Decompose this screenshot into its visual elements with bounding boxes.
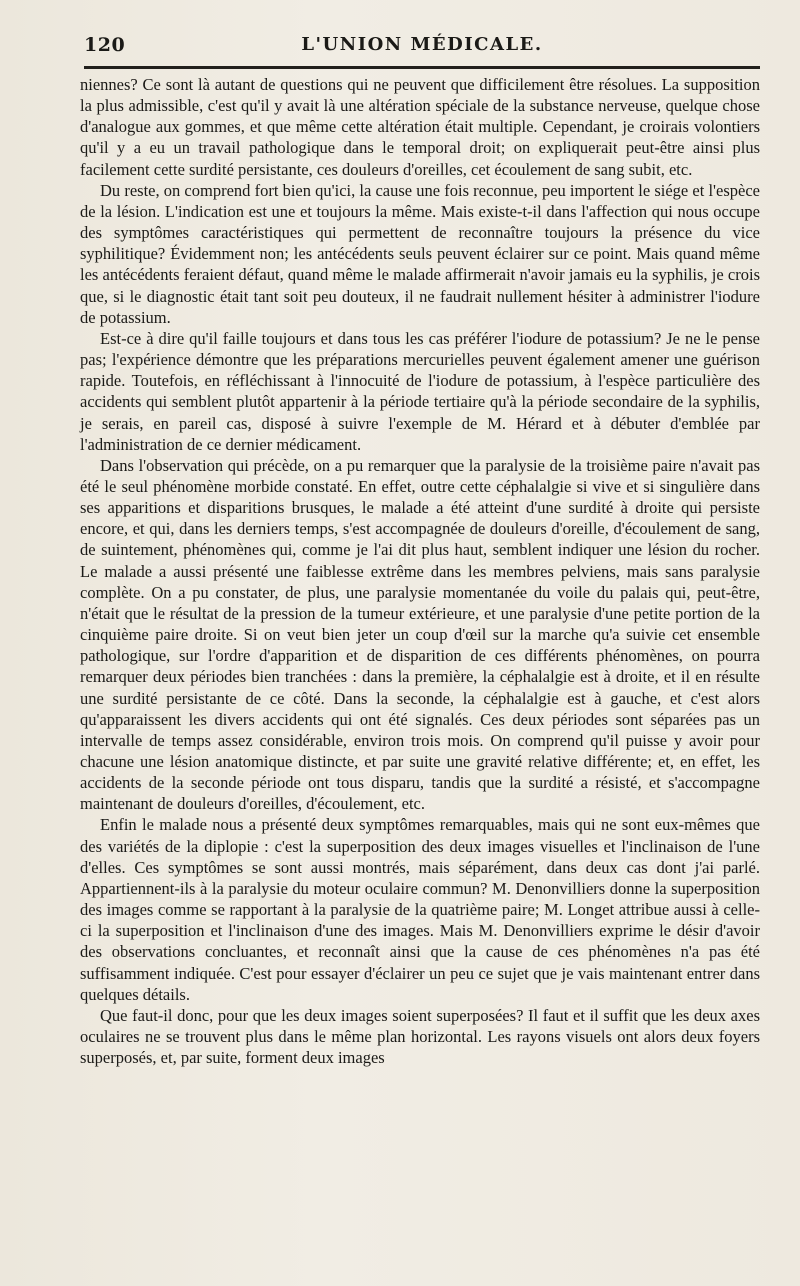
paragraph-3: Est-ce à dire qu'il faille toujours et dans tous les cas préférer l'iodure de potassium? Je ne le pense pas; l'expérience démontre que les préparations mercurielles peuvent également amener une guérison rapide. Toutefois, en réfléchissant à l'innocuité de l'iodure de potassium, à l'espèce particulière des accidents qui semblent plutôt appartenir à la période tertiaire qu'à la période secondaire de la syphilis, je serais, en pareil cas, disposé à suivre l'exemple de M. Hérard et à débuter d'emblée par l'administration de ce dernier médicament. [80, 328, 760, 454]
running-title: L'UNION MÉDICALE. [301, 34, 543, 55]
header-rule [84, 66, 760, 69]
paragraph-1: niennes? Ce sont là autant de questions qui ne peuvent que difficilement être résolues. La supposition la plus admissible, c'est qu'il y avait là une altération spéciale de la substance nerveuse, quelque chose d'analogue aux gommes, et que même cette altération était multiple. Cependant, je croirais volontiers qu'il y a eu un travail pathologique dans le temporal droit; on expliquerait peut-être ainsi plus facilement cette surdité persistante, ces douleurs d'oreilles, cet écoulement de sang subit, etc. [80, 75, 760, 179]
paragraph-6: Que faut-il donc, pour que les deux images soient superposées? Il faut et il suffit que les deux axes oculaires ne se trouvent plus dans le même plan horizontal. Les rayons visuels ont alors deux foyers superposés, et, par suite, forment deux images [80, 1005, 760, 1068]
page-number: 120 [84, 34, 126, 56]
paragraph-5: Enfin le malade nous a présenté deux symptômes remarquables, mais qui ne sont eux-mêmes que des variétés de la diplopie : c'est la superposition des deux images visuelles et l'inclinaison de l'une d'elles. Ces symptômes se sont aussi montrés, mais séparément, dans deux cas dont j'ai parlé. Appartiennent-ils à la paralysie du moteur oculaire commun? M. Denonvilliers donne la superposition des images comme se rapportant à la paralysie de la quatrième paire; M. Longet attribue aussi à celle-ci la superposition et l'inclinaison d'une des images. Mais M. Denonvilliers exprime le désir d'avoir des observations concluantes, et reconnaît ainsi que la cause de ces phénomènes n'a pas été suffisamment indiquée. C'est pour essayer d'éclairer un peu ce sujet que je vais maintenant entrer dans quelques détails. [80, 815, 760, 1004]
body-text [80, 74, 760, 1068]
paragraph-2: Du reste, on comprend fort bien qu'ici, la cause une fois reconnue, peu importent le siége et l'espèce de la lésion. L'indication est une et toujours la même. Mais existe-t-il dans l'affection qui nous occupe des symptômes caractéristiques qui permettent de reconnaître toujours la présence du vice syphilitique? Évidemment non; les antécédents seuls peuvent éclairer sur ce point. Mais quand même les antécédents feraient défaut, quand même le malade affirmerait n'avoir jamais eu la syphilis, je crois que, si le diagnostic était tant soit peu douteux, il ne faudrait nullement hésiter à administrer l'iodure de potassium. [80, 180, 760, 327]
paragraph-4: Dans l'observation qui précède, on a pu remarquer que la paralysie de la troisième paire n'avait pas été le seul phénomène morbide constaté. En effet, outre cette céphalalgie si vive et si singulière dans ses apparitions et disparitions brusques, le malade a été atteint d'une surdité à droite qui persiste encore, et qui, dans les derniers temps, s'est accompagnée de douleurs d'oreille, d'écoulement de sang, de suintement, phénomènes qui, comme je l'ai dit plus haut, semblent indiquer une lésion du rocher. Le malade a aussi présenté une faiblesse extrême dans les membres pelviens, mais sans paralysie complète. On a pu constater, de plus, une paralysie momentanée du voile du palais qui, peut-être, n'était que le résultat de la pression de la tumeur extérieure, et une paralysie d'une petite portion de la cinquième paire droite. Si on veut bien jeter un coup d'œil sur la marche qu'a suivie cet ensemble pathologique, sur l'ordre d'apparition et de disparition de ces différents phénomènes, on pourra remarquer deux périodes bien tranchées : dans la première, la céphalalgie est à droite, et il en résulte une surdité persistante de ce côté. Dans la seconde, la céphalalgie est à gauche, et c'est alors qu'apparaissent les divers accidents qui ont été signalés. Ces deux périodes sont séparées pas un intervalle de temps assez considérable, environ trois mois. On comprend qu'il puisse y avoir pour chacune une lésion anatomique distincte, et par suite une gravité relative différente; et, en effet, les accidents de la seconde période ont tous disparu, tandis que la surdité a résisté, et s'accompagne maintenant de douleurs d'oreilles, d'écoulement, etc. [80, 455, 760, 814]
page-header [84, 30, 760, 60]
